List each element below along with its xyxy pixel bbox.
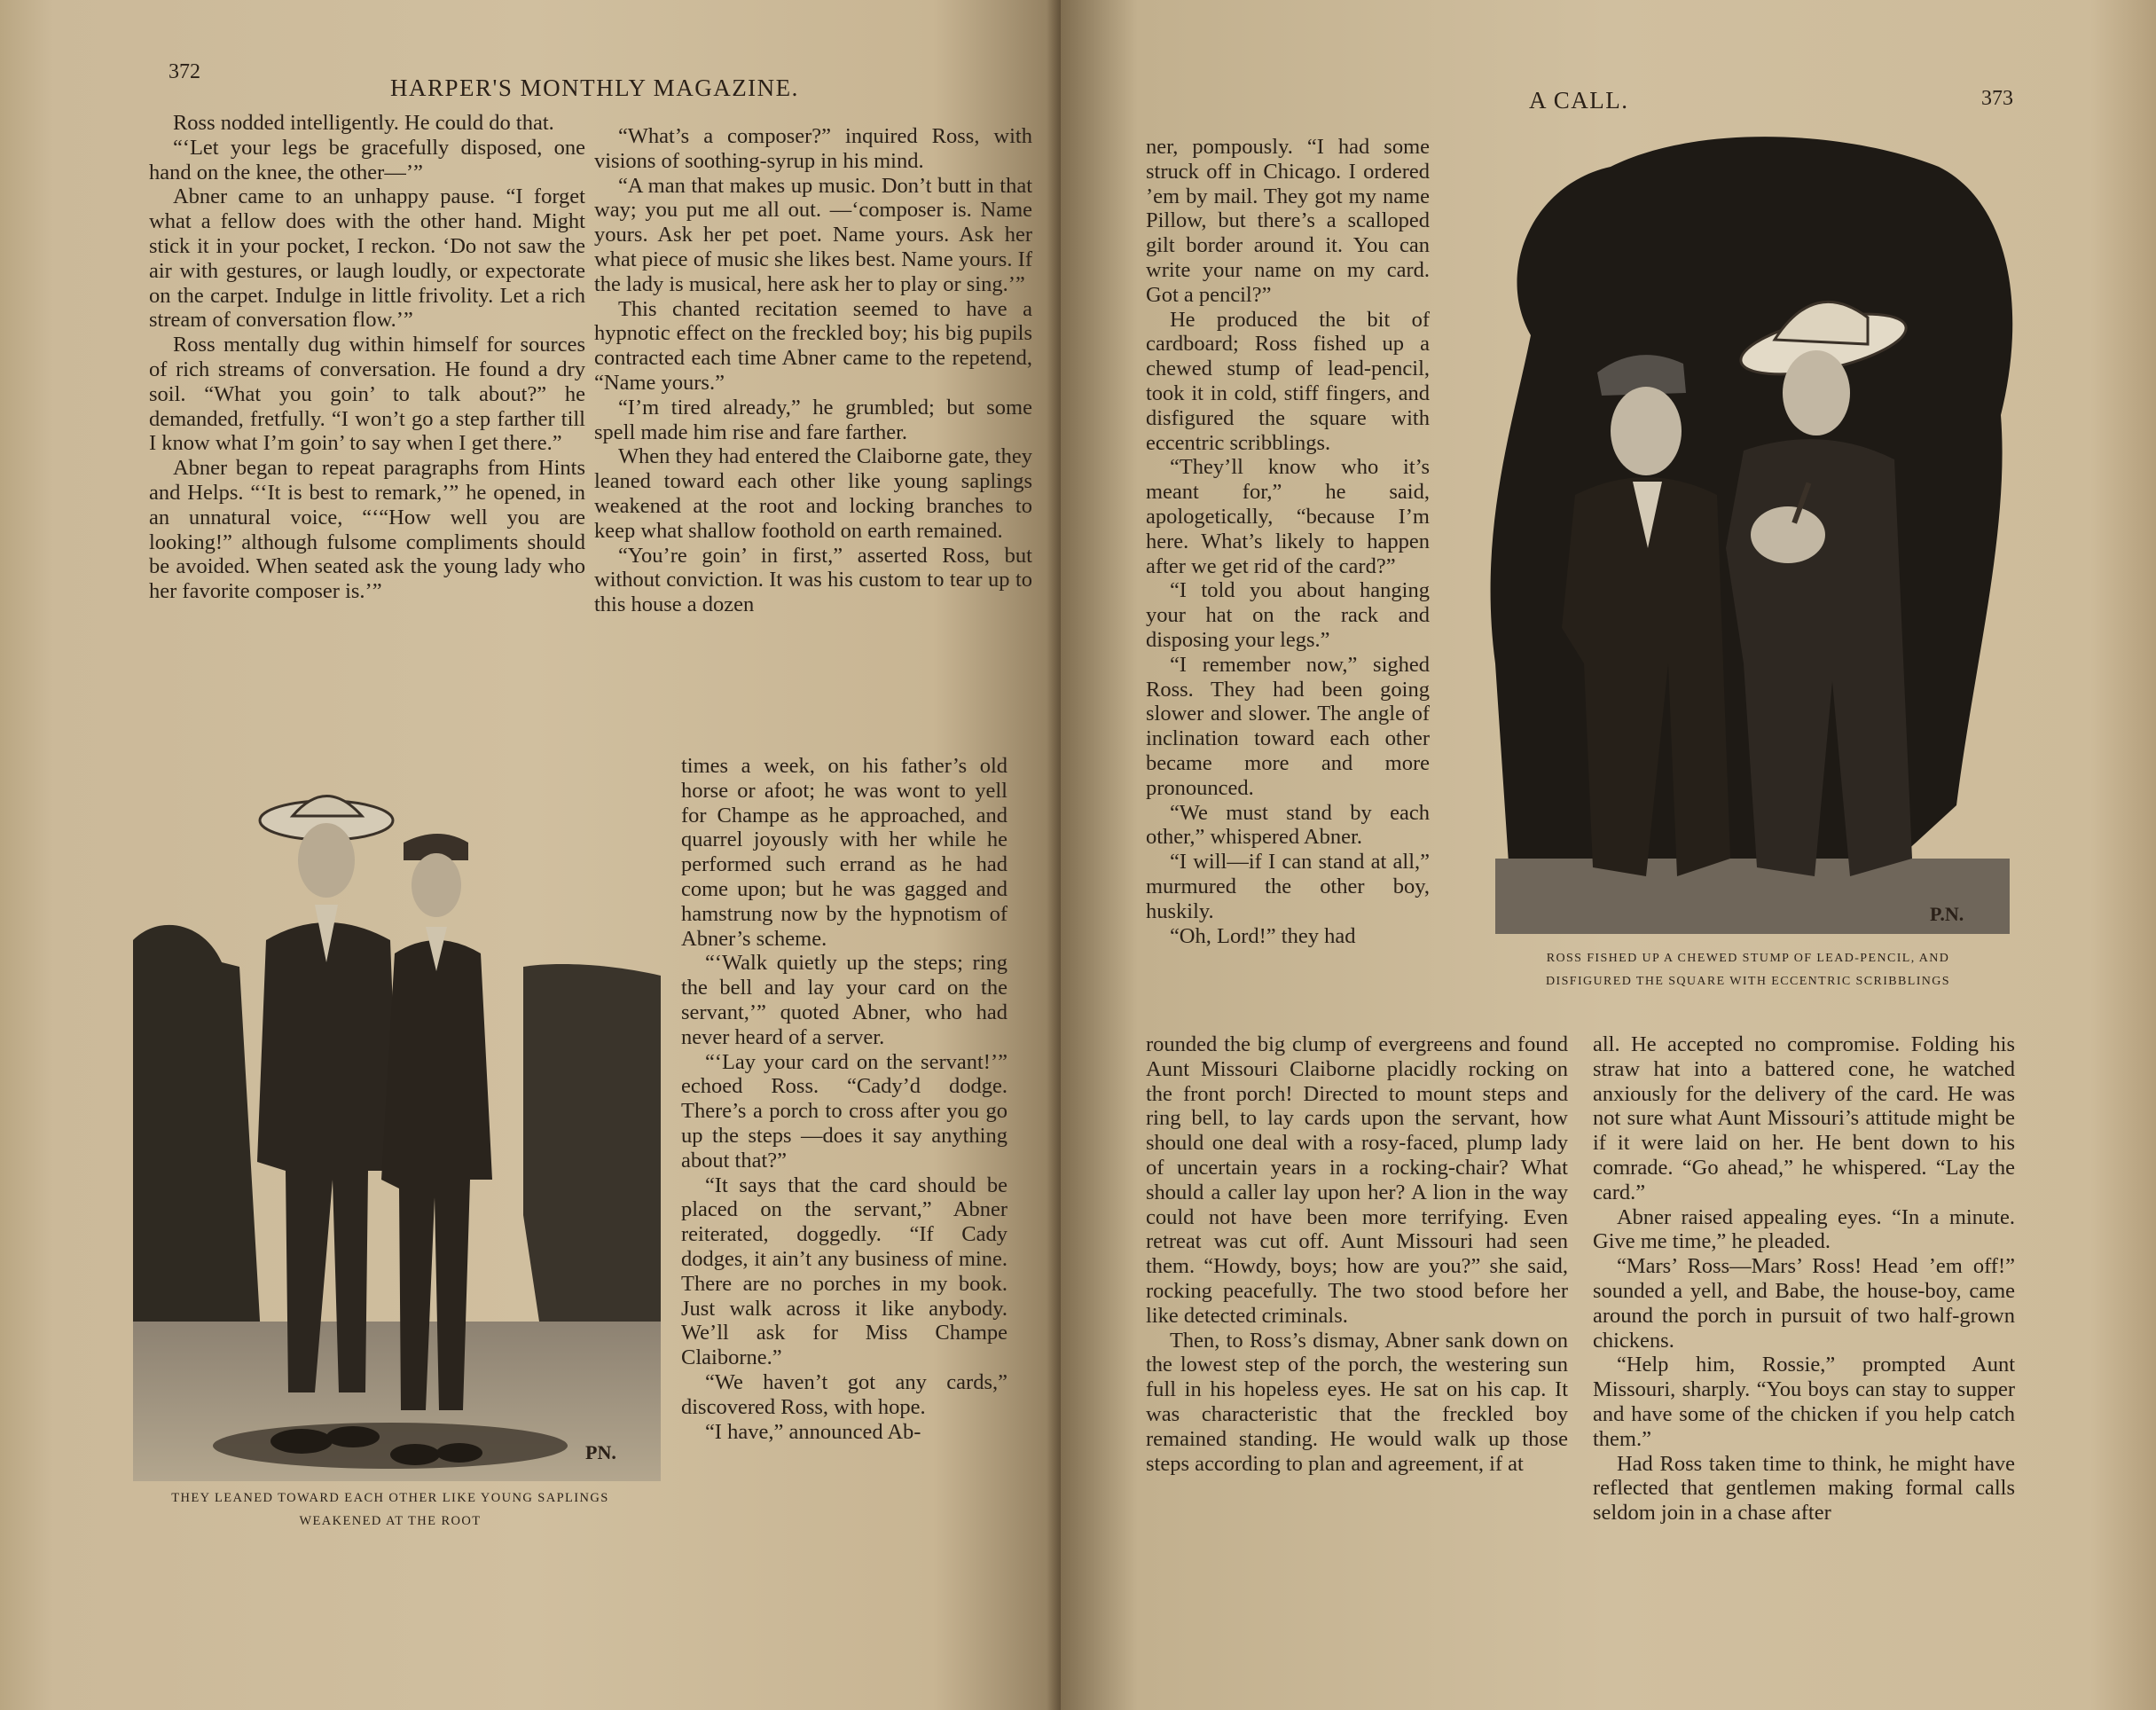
page-number-left: 372 [169,60,200,83]
paragraph: “It says that the card should be placed on the servant,” Abner reiterated, doggedly. “If Cady dodges, it ain’t any business of mine. There are no porches in my book. Just walk across it like anybody. We’ll ask for Miss Champe Claiborne.” [681,1173,1007,1370]
paragraph: all. He accepted no compromise. Folding his straw hat into a battered cone, he watched anxiously for the delivery of the card. He was not sure what Aunt Missouri’s attitude might be if it were laid on her. He bent down to his comrade. “Go ahead,” he whispered. “Lay the card.” [1593,1032,2015,1204]
paragraph: “You’re goin’ in first,” asserted Ross, but without conviction. It was his custom to tear up to this house a dozen [594,543,1032,617]
paragraph: “They’ll know who it’s meant for,” he said, apologetically, “because I’m here. What’s likely to happen after we get rid of the card?” [1146,455,1430,578]
paragraph: “I have,” announced Ab- [704,1419,921,1444]
left-column-2-narrow [681,754,1007,1444]
paragraph: “We must stand by each other,” whispered Abner. [1146,800,1430,850]
paragraph: “Help him, Rossie,” prompted Aunt Missouri, sharply. “You boys can stay to supper and have some of the chicken if you help catch them.” [1593,1353,2015,1451]
right-page [1061,0,2156,1710]
paragraph: Ross nodded intelligently. He could do that. [172,111,554,135]
left-column-1 [149,111,585,604]
page-number-right: 373 [1981,87,2013,110]
running-head-right: A CALL. [1529,87,1629,114]
paragraph: “Mars’ Ross—Mars’ Ross! Head ’em off!” sounded a yell, and Babe, the house-boy, came around the porch in pursuit of two half-grown chickens. [1593,1254,2015,1353]
illustration-two-boys-walking [133,772,661,1481]
paragraph: Abner came to an unhappy pause. “I forget what a fellow does with the other hand. Might stick it in your pocket, I reckon. ‘Do not saw the air with gestures, or laugh loudly, or expectorate on the carpet. Indulge in little frivolity. Let a rich stream of conversation flow.’” [149,184,585,333]
caption-left [133,1486,647,1533]
paragraph: “I remember now,” sighed Ross. They had been going slower and slower. The angle of inclination toward each other became more and more pronounced. [1146,652,1430,800]
paragraph: “A man that makes up music. Don’t butt in that way; you put me all out. —‘composer is. Name yours. Ask her pet poet. Name yours. Ask her what piece of music she likes best. Name yours. If the lady is musical, here ask her to play or sing.’” [594,173,1032,296]
paragraph: “Oh, Lord!” they had [1169,923,1356,948]
caption-right-line1: ROSS FISHED UP A CHEWED STUMP OF LEAD-PENCIL, AND [1546,952,1950,965]
ground-shadow [213,1423,568,1469]
paragraph: Abner began to repeat paragraphs from Hints and Helps. “‘It is best to remark,’” he opened, in an unnatural voice, “‘“How well you are looking!” although fulsome compliments should be avoided. When seated ask the young lady who her favorite composer is.’” [149,456,585,604]
caption-right [1478,947,2019,993]
paragraph: “We haven’t got any cards,” discovered Ross, with hope. [681,1369,1007,1419]
paragraph: Ross mentally dug within himself for sources of rich streams of conversation. He found a dry soil. “What you goin’ to talk about?” he demanded, fretfully. “I won’t go a step farther till I know what I’m goin’ to say when I get there.” [149,333,585,456]
caption-left-line1: THEY LEANED TOWARD EACH OTHER LIKE YOUNG SAPLINGS [171,1491,609,1505]
paragraph: When they had entered the Claiborne gate, they leaned toward each other like young saplings weakened at the root and locking branches to keep what shallow foothold on earth remained. [594,444,1032,543]
left-page [0,0,1061,1710]
paragraph: Had Ross taken time to think, he might have reflected that gentlemen making formal calls seldom join in a chase after [1593,1451,2015,1526]
paragraph: This chanted recitation seemed to have a hypnotic effect on the freckled boy; his big pupils contracted each time Abner came to the repetend, “Name yours.” [594,296,1032,395]
paragraph: “I’m tired already,” he grumbled; but some spell made him rise and fare farther. [594,395,1032,444]
paragraph: “‘Let your legs be gracefully disposed, one hand on the knee, the other—’” [149,135,585,184]
paragraph: ner, pompously. “I had some struck off in Chicago. I ordered ’em by mail. They got my name Pillow, but there’s a scalloped gilt border around it. You can write your name on my card. Got a pencil?” [1146,135,1430,307]
right-column-2 [1593,1032,2015,1526]
right-column-1-wide [1146,1032,1568,1476]
running-head-left: HARPER'S MONTHLY MAGAZINE. [390,75,799,101]
paragraph: Abner raised appealing eyes. “In a minute. Give me time,” he pleaded. [1593,1204,2015,1254]
paragraph: “I will—if I can stand at all,” murmured the other boy, huskily. [1146,850,1430,923]
paragraph: times a week, on his father’s old horse or afoot; he was wont to yell for Champe as he approached, and quarrel joyously with her while he performed such errand as he had come upon; but he was gagged and hamstrung now by the hypnotism of Abner’s scheme. [681,754,1007,951]
paragraph: “‘Lay your card on the servant!’” echoed Ross. “Cady’d dodge. There’s a porch to cross after you go up the steps —does it say anything about that?” [681,1049,1007,1173]
caption-right-line2: DISFIGURED THE SQUARE WITH ECCENTRIC SCRIBBLINGS [1546,975,1950,988]
right-column-1-narrow [1146,135,1430,948]
illustration-signature-right: P.N. [1930,903,1964,925]
paragraph: “I told you about hanging your hat on the rack and disposing your legs.” [1146,578,1430,652]
illustration-signature-left: PN. [585,1441,616,1463]
paragraph: rounded the big clump of evergreens and found Aunt Missouri Claiborne placidly rocking on the front porch! Directed to mount steps and ring bell, to lay cards upon the servant, how should one deal with a rosy-faced, plump lady of uncertain years in a rocking-chair? What should a caller lay upon her? A lion in the way could not have been more terrifying. Even retreat was cut off. Aunt Missouri had seen them. “Howdy, boys; how are you?” she said, rocking peacefully. The two stood before her like detected criminals. [1146,1032,1568,1328]
caption-left-line2: WEAKENED AT THE ROOT [299,1514,482,1528]
paragraph: “What’s a composer?” inquired Ross, with visions of soothing-syrup in his mind. [594,124,1032,173]
paragraph: Then, to Ross’s dismay, Abner sank down on the lowest step of the porch, the westering sun full in his hopeless eyes. He sat on his cap. It was characteristic that the freckled boy remained standing. He would walk up those steps according to plan and agreement, if at [1146,1328,1568,1476]
illustration-boys-with-pencil [1478,131,2019,934]
paragraph: “‘Walk quietly up the steps; ring the bell and lay your card on the servant,’” quoted Abner, who had never heard of a server. [681,951,1007,1049]
left-column-2-top [594,124,1032,617]
paragraph: He produced the bit of cardboard; Ross fished up a chewed stump of lead-pencil, took it in cold, stiff fingers, and disfigured the square with eccentric scribblings. [1146,307,1430,455]
